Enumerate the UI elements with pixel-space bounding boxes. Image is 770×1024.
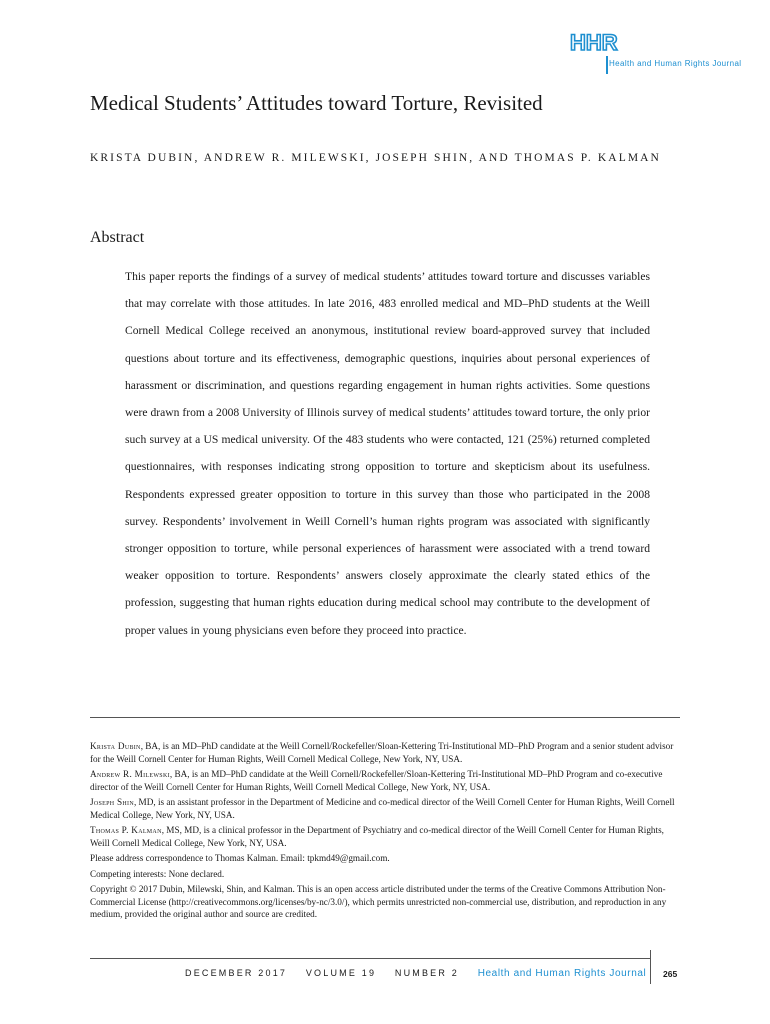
author-note-name: Krista Dubin — [90, 741, 141, 751]
page-footer — [185, 968, 660, 979]
footer-journal-name: Health and Human Rights Journal — [477, 968, 647, 979]
logo-tagline: Health and Human Rights Journal — [609, 59, 742, 68]
page-number: 265 — [663, 969, 678, 979]
author-note-text: , BA, is an MD–PhD candidate at the Weill Cornell/Rockefeller/Sloan-Kettering Tri-Institutional MD–PhD Program and a senior student advisor for the Weill Cornell Center for Human Rights, Weill Cornell Medical College, New York, NY, USA. — [90, 741, 674, 764]
copyright-note: Copyright © 2017 Dubin, Milewski, Shin, and Kalman. This is an open access article distributed under the terms of the Creative Commons Attribution Non-Commercial License (http://creativecommons.org/licenses/by-nc/3.0/), which permits unrestricted non-commercial use, distribution, and reproduction in any medium, provided the original author and source are credited. — [90, 884, 667, 919]
author-note-text: , MS, MD, is a clinical professor in the Department of Psychiatry and co-medical director of the Weill Cornell Center for Human Rights, Weill Cornell Medical College, New York, NY, USA. — [90, 825, 664, 848]
logo-divider — [606, 56, 608, 74]
footer-rule — [90, 958, 650, 959]
footer-date: DECEMBER 2017 — [185, 968, 288, 978]
author-note — [90, 768, 682, 793]
author-notes — [90, 740, 682, 924]
section-divider — [90, 717, 680, 718]
author-note — [90, 824, 682, 849]
author-note-name: Joseph Shin — [90, 797, 134, 807]
footer-volume: VOLUME 19 — [305, 968, 377, 978]
hhr-logo — [568, 32, 758, 76]
author-note-name: Andrew R. Milewski — [90, 769, 170, 779]
author-note-text: , MD, is an assistant professor in the Department of Medicine and co-medical director of the Weill Cornell Center for Human Rights, Weill Cornell Medical College, New York, NY, USA. — [90, 797, 675, 820]
author-note-text: , BA, is an MD–PhD candidate at the Weill Cornell/Rockefeller/Sloan-Kettering Tri-Institutional MD–PhD Program and co-executive director of the Weill Cornell Center for Human Rights, Weill Cornell Medical College, New York, NY, USA. — [90, 769, 663, 792]
author-note-name: Thomas P. Kalman — [90, 825, 162, 835]
abstract-body: This paper reports the findings of a survey of medical students’ attitudes toward torture and discusses variables that may correlate with those attitudes. In late 2016, 483 enrolled medical and MD–PhD students at the Weill Cornell Medical College received an anonymous, institutional review board-approved survey that included questions about torture and its effectiveness, demographic questions, inquiries about personal experiences of harassment or discrimination, and questions regarding engagement in human rights activities. Some questions were drawn from a 2008 University of Illinois survey of medical students’ attitudes toward torture, the only prior such survey at a US medical university. Of the 483 students who were contacted, 121 (25%) returned completed questionnaires, with responses indicating strong opposition to torture and skepticism about its usefulness. Respondents expressed greater opposition to torture in this survey than those who participated in the 2008 survey. Respondents’ involvement in Weill Cornell’s human rights program was associated with significantly stronger opposition to torture, while personal experiences of harassment were associated with a trend toward weaker opposition to torture. Respondents’ answers closely approximate the clearly stated ethics of the profession, suggesting that human rights education during medical school may contribute to the development of proper values in young physicians even before they proceed into practice. — [125, 270, 650, 637]
competing-interests-note: Competing interests: None declared. — [90, 868, 225, 879]
footer-number: NUMBER 2 — [394, 968, 459, 978]
logo-letters: HHR — [570, 30, 618, 55]
author-list: KRISTA DUBIN, ANDREW R. MILEWSKI, JOSEPH SHIN, AND THOMAS P. KALMAN — [90, 152, 661, 164]
correspondence-note: Please address correspondence to Thomas Kalman. Email: tpkmd49@gmail.com. — [90, 853, 390, 863]
author-note — [90, 796, 682, 821]
abstract-heading: Abstract — [90, 229, 145, 246]
author-note — [90, 740, 682, 765]
article-title: Medical Students’ Attitudes toward Torture, Revisited — [90, 91, 543, 115]
